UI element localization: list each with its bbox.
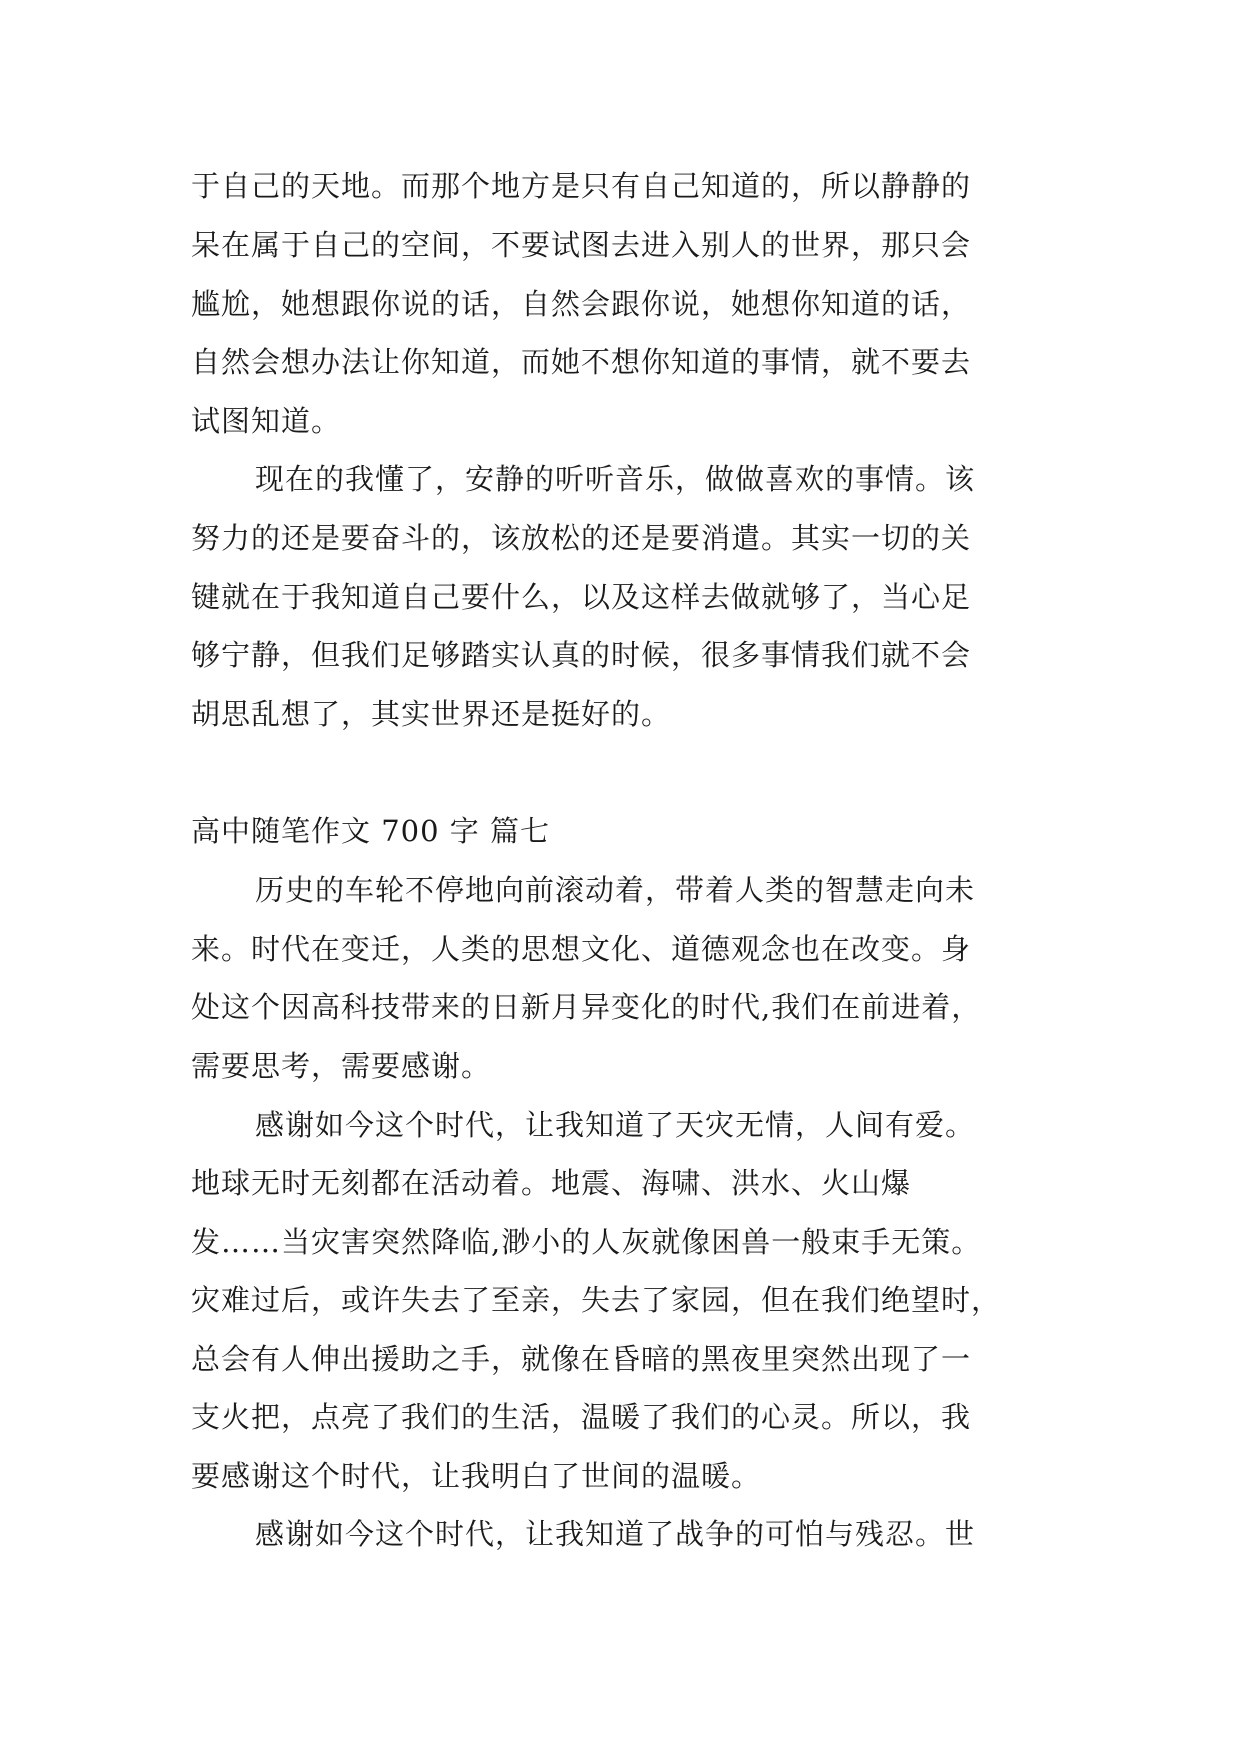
text-line: 来。时代在变迁，人类的思想文化、道德观念也在改变。身: [191, 932, 972, 966]
paragraph-first-line: 感谢如今这个时代，让我知道了战争的可怕与残忍。世: [255, 1517, 976, 1551]
paragraph-first-line: 历史的车轮不停地向前滚动着，带着人类的智慧走向未: [255, 873, 976, 907]
text-line: 尴尬，她想跟你说的话，自然会跟你说，她想你知道的话，: [191, 287, 972, 321]
text-line: 地球无时无刻都在活动着。地震、海啸、洪水、火山爆: [191, 1166, 912, 1200]
text-line: 胡思乱想了，其实世界还是挺好的。: [191, 697, 672, 731]
text-line: 试图知道。: [191, 404, 342, 438]
text-line: 够宁静，但我们足够踏实认真的时候，很多事情我们就不会: [191, 638, 972, 672]
section-heading: 高中随笔作文 700 字 篇七: [191, 814, 551, 848]
text-line: 处这个因高科技带来的日新月异变化的时代,我们在前进着，: [191, 990, 982, 1024]
text-line: 发……当灾害突然降临,渺小的人灰就像困兽一般束手无策。: [191, 1225, 982, 1259]
text-line: 于自己的天地。而那个地方是只有自己知道的，所以静静的: [191, 169, 972, 203]
text-line: 需要思考，需要感谢。: [191, 1049, 492, 1083]
text-line: 自然会想办法让你知道，而她不想你知道的事情，就不要去: [191, 345, 972, 379]
text-line: 支火把，点亮了我们的生活，温暖了我们的心灵。所以，我: [191, 1400, 972, 1434]
text-line: 呆在属于自己的空间，不要试图去进入别人的世界，那只会: [191, 228, 972, 262]
text-line: 灾难过后，或许失去了至亲，失去了家园，但在我们绝望时，: [191, 1283, 1002, 1317]
text-line: 努力的还是要奋斗的，该放松的还是要消遣。其实一切的关: [191, 521, 972, 555]
text-line: 要感谢这个时代，让我明白了世间的温暖。: [191, 1459, 762, 1493]
text-line: 总会有人伸出援助之手，就像在昏暗的黑夜里突然出现了一: [191, 1342, 972, 1376]
paragraph-first-line: 感谢如今这个时代，让我知道了天灾无情，人间有爱。: [255, 1108, 976, 1142]
paragraph-first-line: 现在的我懂了，安静的听听音乐，做做喜欢的事情。该: [255, 462, 976, 496]
text-line: 键就在于我知道自己要什么，以及这样去做就够了，当心足: [191, 580, 972, 614]
